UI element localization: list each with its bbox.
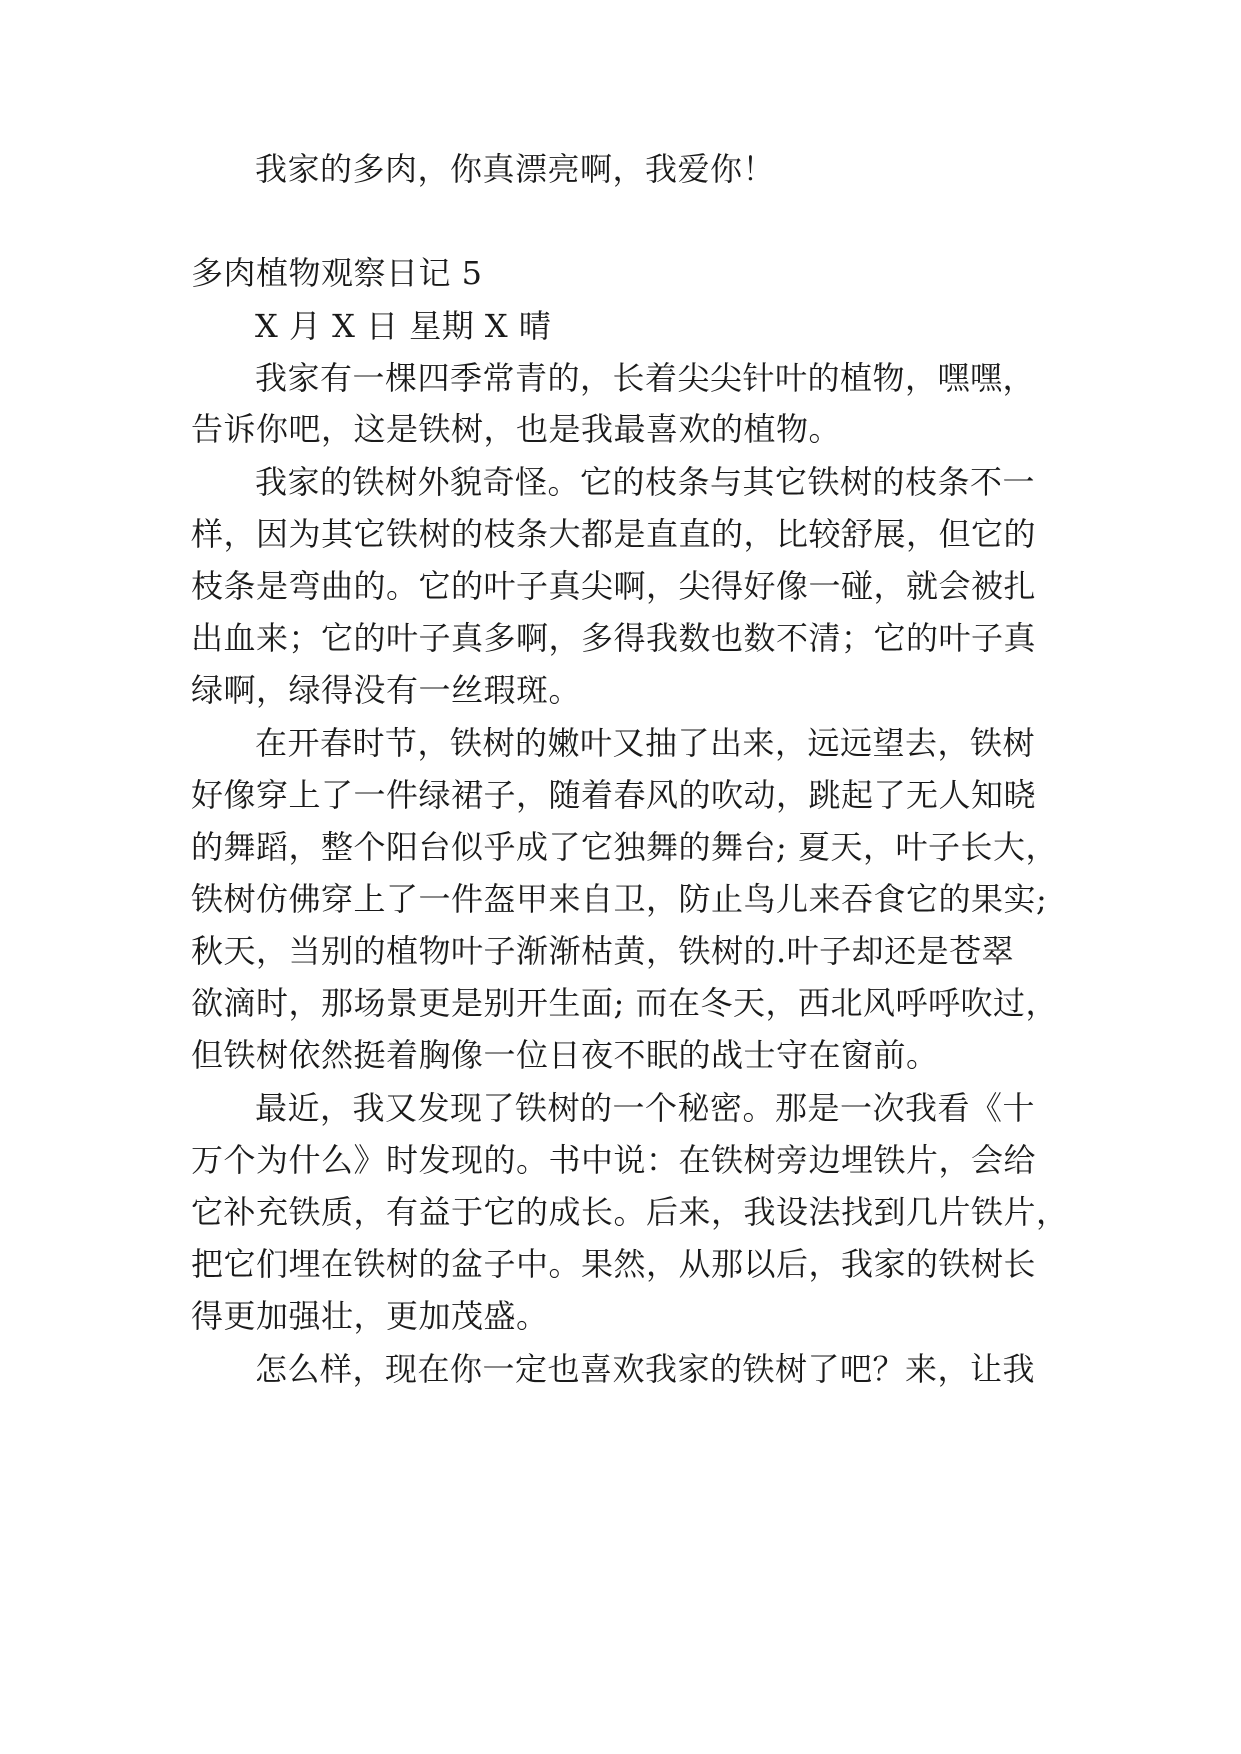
paragraph-line: 得更加强壮，更加茂盛。 [191,1297,549,1335]
paragraph-line: 万个为什么》时发现的。书中说：在铁树旁边埋铁片，会给 [191,1141,1037,1179]
paragraph-line: 铁树仿佛穿上了一件盔甲来自卫，防止鸟儿来吞食它的果实; [191,880,1048,918]
paragraph-line: 最近，我又发现了铁树的一个秘密。那是一次我看《十 [255,1089,1036,1127]
paragraph-line: 我家有一棵四季常青的，长着尖尖针叶的植物，嘿嘿， [255,359,1036,397]
paragraph-line: 好像穿上了一件绿裙子，随着春风的吹动，跳起了无人知晓 [191,776,1037,814]
document-page [191,0,1069,1754]
paragraph-line: 怎么样，现在你一定也喜欢我家的铁树了吧？来，让我 [255,1350,1036,1388]
paragraph-line: 但铁树依然挺着胸像一位日夜不眠的战士守在窗前。 [191,1036,939,1074]
paragraph-line: 把它们埋在铁树的盆子中。果然，从那以后，我家的铁树长 [191,1245,1037,1283]
paragraph-line: 欲滴时，那场景更是别开生面; 而在冬天，西北风呼呼吹过， [191,984,1058,1022]
paragraph-line: 我家的铁树外貌奇怪。它的枝条与其它铁树的枝条不一 [255,463,1036,501]
paragraph-line: 绿啊，绿得没有一丝瑕斑。 [191,671,582,709]
paragraph-line: 样，因为其它铁树的枝条大都是直直的，比较舒展，但它的 [191,515,1037,553]
paragraph-line: 的舞蹈，整个阳台似乎成了它独舞的舞台; 夏天，叶子长大， [191,828,1058,866]
paragraph-line: 枝条是弯曲的。它的叶子真尖啊，尖得好像一碰，就会被扎 [191,567,1037,605]
paragraph-line: 在开春时节，铁树的嫩叶又抽了出来，远远望去，铁树 [255,724,1036,762]
intro-line: 我家的多肉，你真漂亮啊，我爱你！ [255,150,776,188]
paragraph-line: 秋天，当别的植物叶子渐渐枯黄，铁树的.叶子却还是苍翠 [191,932,1015,970]
date-line: X 月 X 日 星期 X 晴 [255,307,552,345]
paragraph-line: 它补充铁质，有益于它的成长。后来，我设法找到几片铁片， [191,1193,1069,1231]
document-title: 多肉植物观察日记 5 [191,254,483,292]
paragraph-line: 出血来；它的叶子真多啊，多得我数也数不清；它的叶子真 [191,619,1037,657]
paragraph-line: 告诉你吧，这是铁树，也是我最喜欢的植物。 [191,410,842,448]
